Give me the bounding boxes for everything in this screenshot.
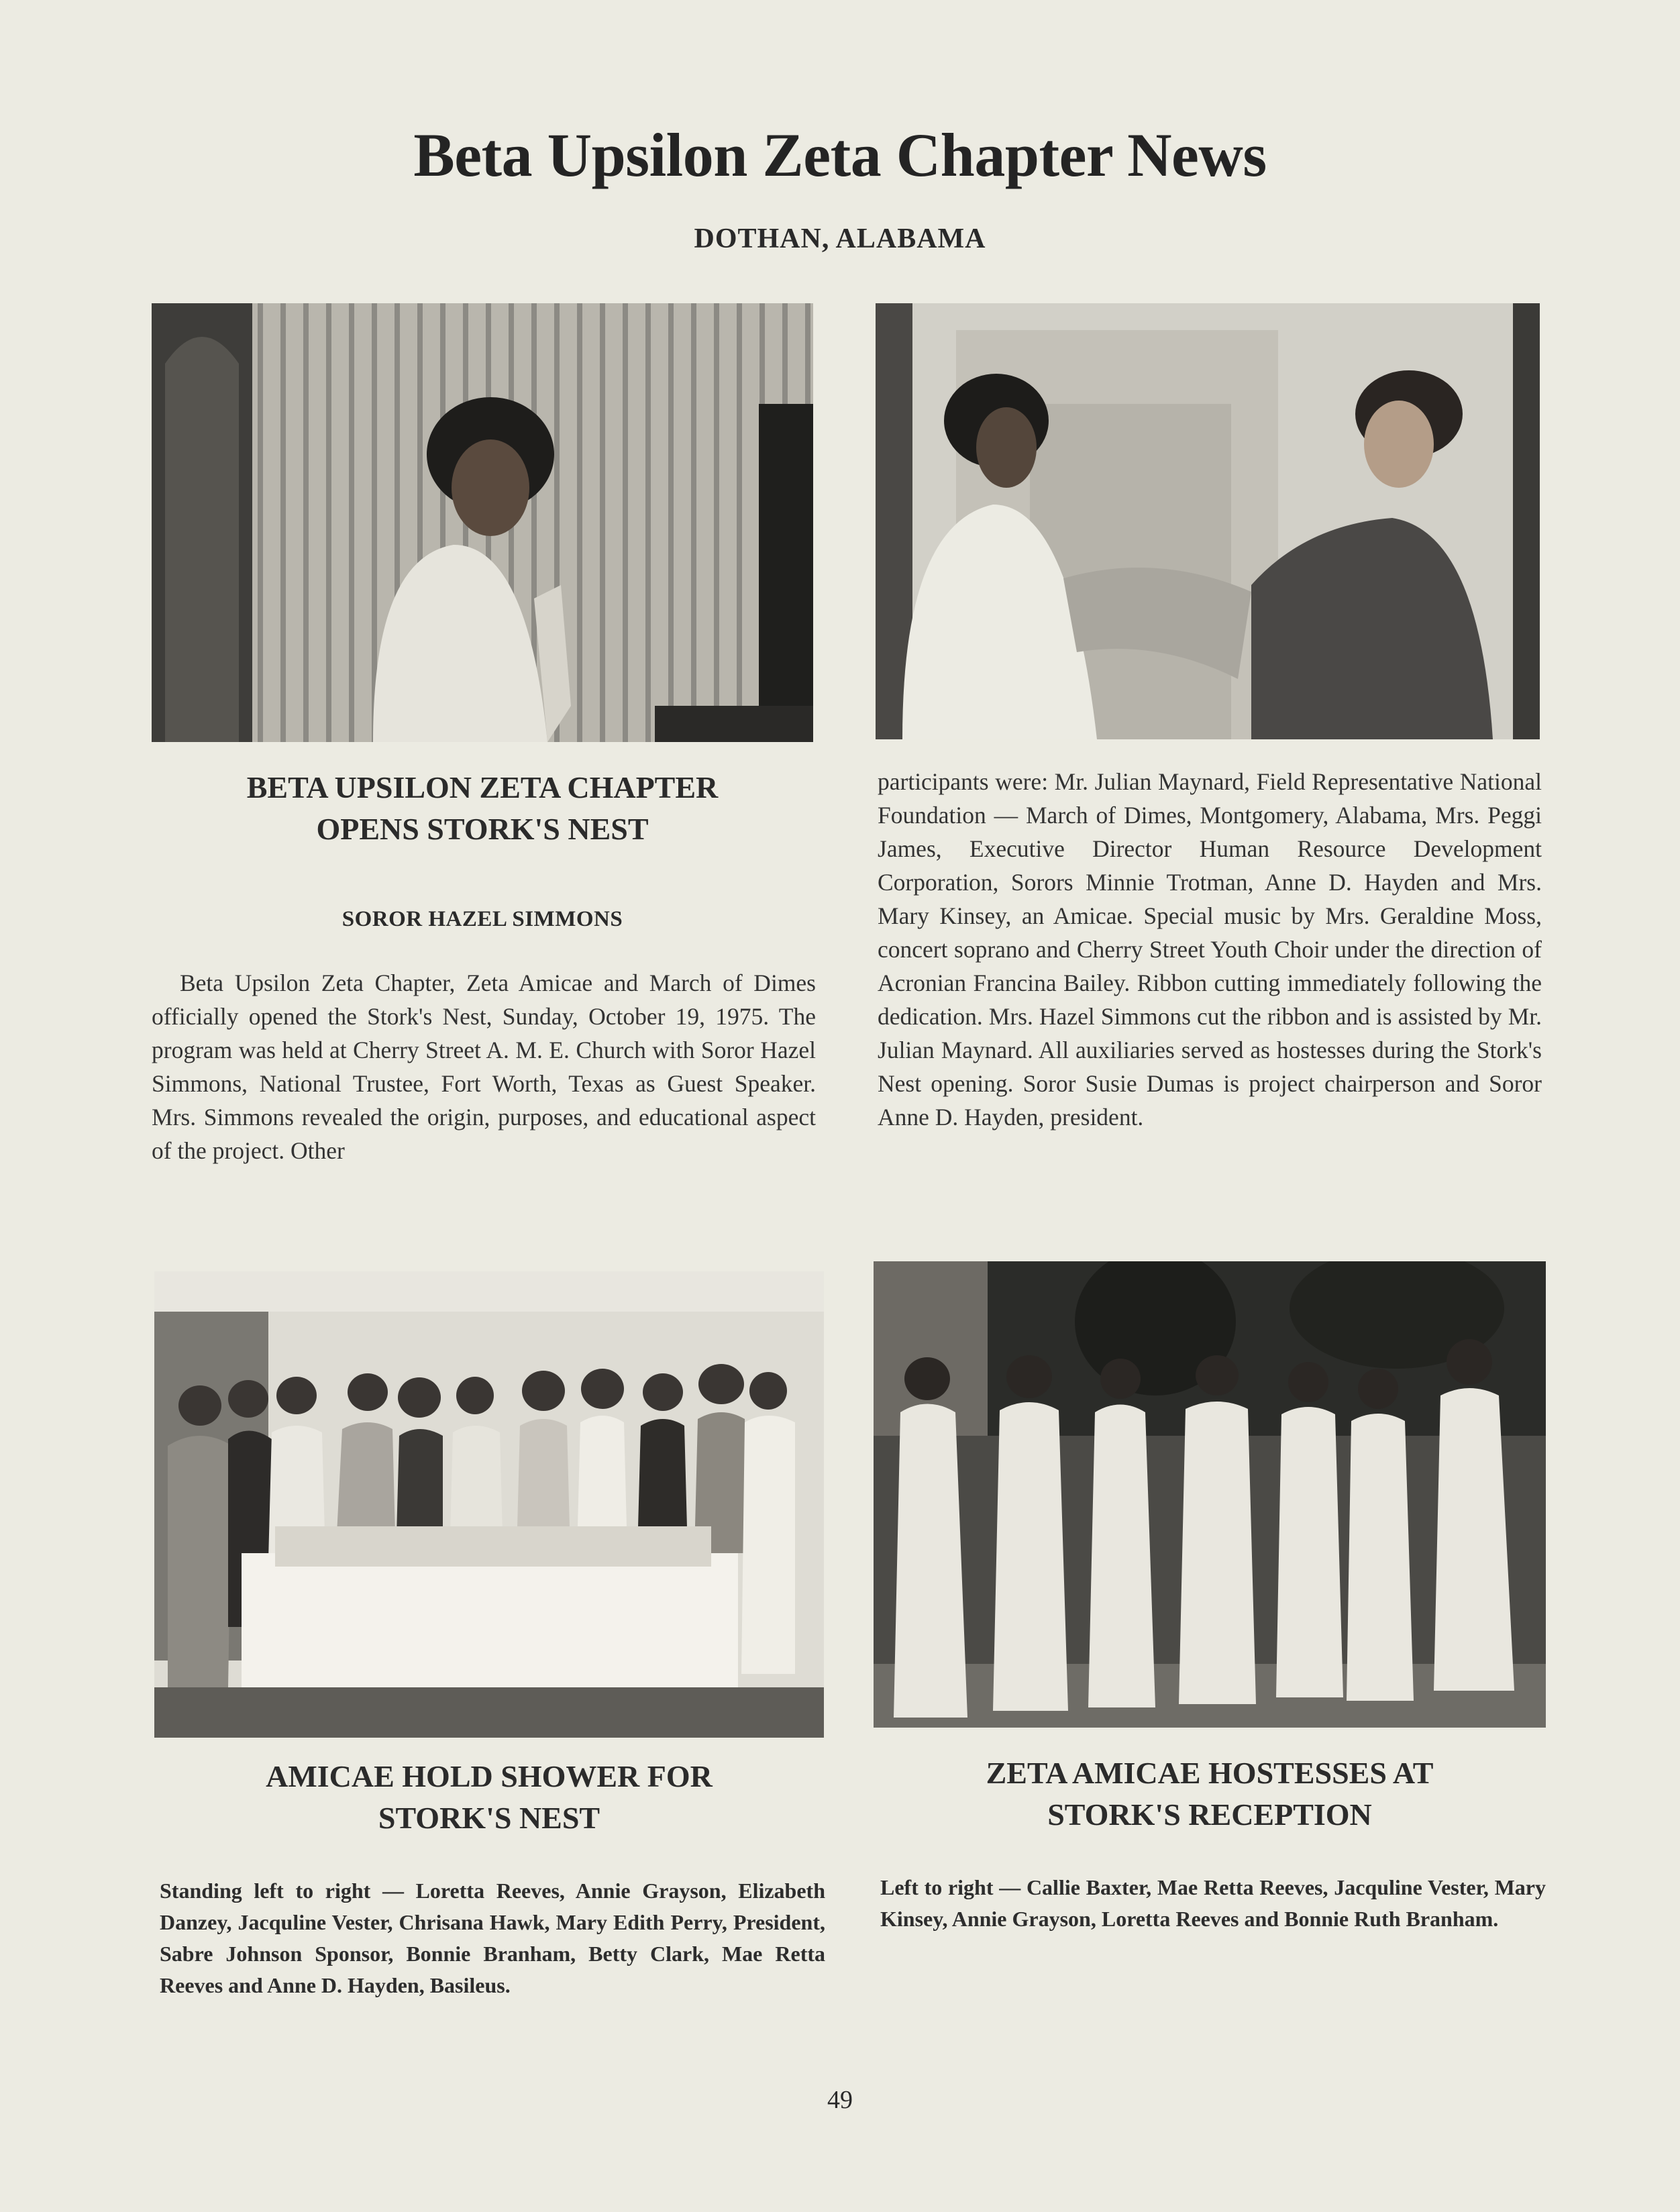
headline-line-2: STORK'S RECEPTION <box>1047 1797 1372 1832</box>
article-byline: SOROR HAZEL SIMMONS <box>342 907 623 931</box>
photo-caption-hostesses: Left to right — Callie Baxter, Mae Retta Reeves, Jacquline Vester, Mary Kinsey, Annie Grayson, Loretta Reeves and Bonnie Ruth Branham. <box>880 1875 1546 1931</box>
headline-line-2: OPENS STORK'S NEST <box>316 812 649 846</box>
photo-zeta-amicae-hostesses <box>874 1261 1546 1728</box>
photo-amicae-shower-group <box>154 1271 824 1738</box>
headline-line-1: AMICAE HOLD SHOWER FOR <box>266 1759 713 1793</box>
page-number: 49 <box>827 2086 853 2114</box>
headline-line-1: ZETA AMICAE HOSTESSES AT <box>986 1756 1434 1790</box>
photo-ribbon-cutting <box>876 303 1540 739</box>
article-body-right-column: participants were: Mr. Julian Maynard, Field Representative National Foundation — March of Dimes, Montgomery, Alabama, Mrs. Peggi James, Executive Director Human Resource Development Corporation, Sorors Minnie Trotman, Anne D. Hayden and Mrs. Mary Kinsey, an Amicae. Special music by Mrs. Geraldine Moss, concert soprano and Cherry Street Youth Choir under the direction of Acronian Francina Bailey. Ribbon cutting immediately following the dedication. Mrs. Hazel Simmons cut the ribbon and is assisted by Mr. Julian Maynard. All auxiliaries served as hostesses during the Stork's Nest opening. Soror Susie Dumas is project chairperson and Soror Anne D. Hayden, president. <box>878 768 1542 1130</box>
article-headline-shower <box>154 1756 824 1839</box>
headline-line-2: STORK'S NEST <box>378 1801 600 1835</box>
photo-caption-shower: Standing left to right — Loretta Reeves, Annie Grayson, Elizabeth Danzey, Jacquline Vester, Chrisana Hawk, Mary Edith Perry, President, Sabre Johnson Sponsor, Bonnie Branham, Betty Clark, Mae Retta Reeves and Anne D. Hayden, Basileus. <box>160 1879 825 1997</box>
article-body-left-column: Beta Upsilon Zeta Chapter, Zeta Amicae and March of Dimes officially opened the Stork's Nest, Sunday, October 19, 1975. The program was held at Cherry Street A. M. E. Church with Soror Hazel Simmons, National Trustee, Fort Worth, Texas as Guest Speaker. Mrs. Simmons revealed the origin, purposes, and educational aspect of the project. Other <box>152 969 816 1164</box>
article-headline-hostesses <box>874 1752 1546 1836</box>
article-headline-storks-nest <box>152 767 813 850</box>
page-title: Beta Upsilon Zeta Chapter News <box>413 121 1267 189</box>
headline-line-1: BETA UPSILON ZETA CHAPTER <box>246 770 719 804</box>
location-subtitle: DOTHAN, ALABAMA <box>694 223 986 254</box>
photo-speaker-hazel-simmons <box>152 303 813 742</box>
